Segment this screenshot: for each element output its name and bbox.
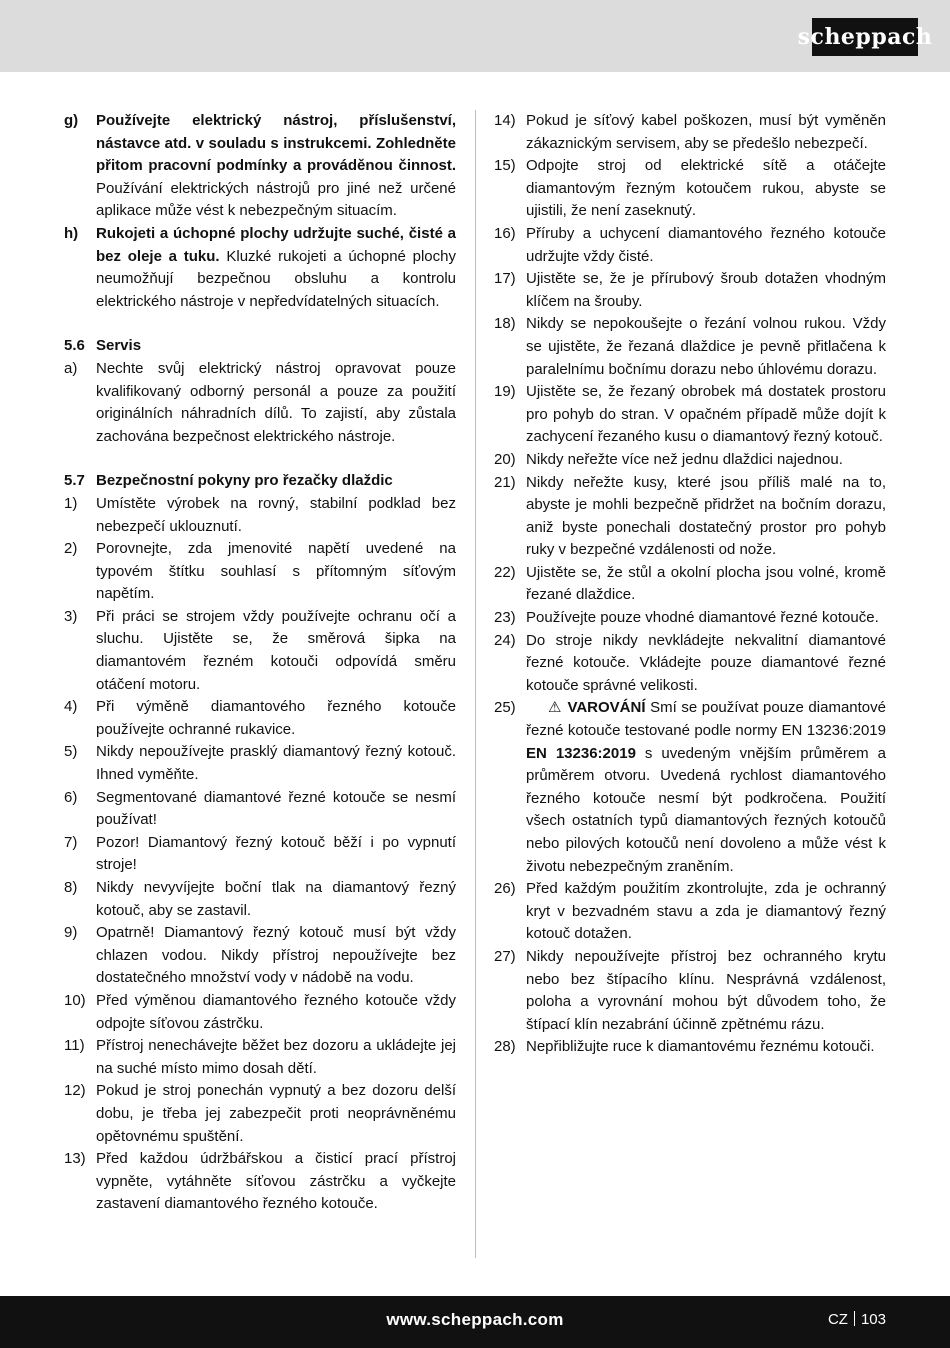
item-number: 14) [494,112,516,129]
item-label: a) [64,359,78,377]
item-text: Ujistěte se, že řezaný obrobek má dostatek prostoru pro pohyb do stran. V opačném případě může dojít k zachycení řezaného kusu o diamantový řezný kotouč. [526,383,886,446]
warning-triangle-icon: ⚠ [548,699,562,717]
warning-label: VAROVÁNÍ [567,699,646,717]
item-number: 2) [64,540,78,558]
item-number: 21) [494,473,516,491]
item-number: 17) [494,270,516,288]
item-text: Umístěte výrobek na rovný, stabilní podklad bez nebezpečí uklouznutí. [96,494,456,535]
item-text: Příruby a uchycení diamantového řezného kotouče udržujte vždy čisté. [526,224,886,265]
language-code: CZ [827,1311,848,1328]
item-number: 7) [64,833,78,851]
item-text: Nechte svůj elektrický nástroj opravovat pouze kvalifikovaný odborný personál a pouze za použití originálních náhradních dílů. To zajistí, aby zůstala zachována bezpečnost elektrického nástroje. [96,359,456,445]
item-number: 6) [64,788,78,806]
item-text: Při výměně diamantového řezného kotouče používejte ochranné rukavice. [96,698,456,738]
item-text: Nikdy nepoužívejte prasklý diamantový řezný kotouč. Ihned vyměňte. [96,743,456,784]
page-indicator [828,1311,886,1328]
item-text: Ujistěte se, že je přírubový šroub dotažen vhodným klíčem na šrouby. [526,270,886,310]
list-item [64,538,456,606]
item-text: Používejte pouze vhodné diamantové řezné kotouče. [526,609,879,627]
left-column [64,110,456,1216]
list-item [494,630,886,698]
list-item [64,741,456,786]
item-text: Nepřibližujte ruce k diamantovému řeznému kotouči. [526,1038,875,1056]
item-number: 10) [64,991,86,1009]
item-text: Nikdy neřežte více než jednu dlaždici najednou. [526,450,843,468]
item-number: 4) [64,698,78,716]
footer-bar [0,1296,950,1348]
right-column [494,110,886,1059]
list-item [64,922,456,990]
list-item [494,313,886,381]
item-number: 22) [494,563,516,581]
list-item [494,1036,886,1059]
list-item [64,1080,456,1148]
item-text: Rukojeti a úchopné plochy udržujte suché, čisté a bez oleje a tuku. Kluzké rukojeti a úchopné plochy neumožňují bezpečnou obsluhu a kontrolu elektrického nástroje v nepředvídatelných situacích. [96,224,456,310]
list-item [494,268,886,313]
list-item-25 [494,697,886,878]
item-number: 13) [64,1150,86,1168]
safety-list-right-continued [494,878,886,1059]
item-text: Při práci se strojem vždy používejte ochranu očí a sluchu. Ujistěte se, že směrová šipka na diamantovém řezném kotouči odpovídá směru otáčení motoru. [96,607,456,693]
section-heading-5-6: 5.6 Servis [64,337,142,355]
list-item [494,562,886,607]
item-text: Před každým použitím zkontrolujte, zda je ochranný kryt v bezvadném stavu a zda je diamantový řezný kotouč dotažen. [526,880,886,943]
item-number: 3) [64,607,78,625]
list-item [64,990,456,1035]
item-number: 23) [494,609,516,627]
item-number: 9) [64,924,78,942]
item-text: Pokud je síťový kabel poškozen, musí být vyměněn zákaznickým servisem, aby se předešlo nebezpečí. [526,112,886,152]
item-number: 1) [64,494,78,512]
item-text: Do stroje nikdy nevkládejte nekvalitní diamantové řezné kotouče. Vkládejte pouze diamantové řezné kotouče správné velikosti. [526,631,886,694]
item-text: ⚠ VAROVÁNÍ Smí se používat pouze diamantové řezné kotouče testované podle normy EN 13236:2019 EN 13236:2019 s uvedeným vnějším průměrem a průměrem otvoru. Uvedená rychlost diamantového řezného kotouče nesmí být podkročena. Použití všech ostatních typů diamantových řezných kotoučů nebo pilových kotoučů není dovoleno a může vést k životu nebezpečným zraněním. [526,699,886,875]
item-text: Nikdy neřežte kusy, které jsou příliš malé na to, abyste je mohli bezpečně přidržet na bočním dorazu, aniž byste ponechali dostatečný prostor pro pohyb ruky v bezpečné vzdálenosti od nože. [526,473,886,559]
item-text: Odpojte stroj od elektrické sítě a otáčejte diamantovým řezným kotoučem rukou, abyste se ujistili, že není zaseknutý. [526,157,886,220]
item-text: Opatrně! Diamantový řezný kotouč musí být vždy chlazen vodou. Nikdy přístroj nepoužívejte bez dostatečného množství vody v nádobě na vodu. [96,924,456,987]
item-text: Před výměnou diamantového řezného kotouče vždy odpojte síťovou zástrčku. [96,991,456,1032]
list-item [494,878,886,946]
item-number: 15) [494,157,516,175]
list-item [494,110,886,155]
list-item [64,1035,456,1080]
item-number: 24) [494,631,516,649]
list-item-h [64,223,456,313]
list-item-a [64,358,456,448]
item-number: 11) [64,1037,85,1055]
item-text: Nikdy se nepokoušejte o řezání volnou rukou. Vždy se ujistěte, že řezaná dlaždice je pevně přitlačena k paralelnímu bočnímu dorazu nebo úhlovému dorazu. [526,315,886,378]
list-item [494,946,886,1036]
item-text: Používejte elektrický nástroj, příslušenství, nástavce atd. v souladu s instrukcemi. Zohledněte přitom pracovní podmínky a prováděnou činnost. Používání elektrických nástrojů pro jiné než určené aplikace může vést k nebezpečným situacím. [96,112,456,220]
section-heading-5-7: 5.7 Bezpečnostní pokyny pro řezačky dlaždic [64,472,393,490]
scheppach-logo: scheppach [812,18,918,56]
item-text: Porovnejte, zda jmenovité napětí uvedené na typovém štítku souhlasí s přítomným síťovým napětím. [96,540,456,603]
item-number: 26) [494,880,516,898]
safety-list-right [494,110,886,697]
item-number: 16) [494,224,516,242]
item-text: Nikdy nepoužívejte přístroj bez ochranného krytu nebo bez štípacího klínu. Nesprávná vzdálenost, poloha a vyrovnání mohou být důvodem toho, že štípací klín nezabrání účinně zpětnému rázu. [526,947,886,1033]
item-number: 25) [494,699,516,717]
list-item [494,223,886,268]
item-number: 8) [64,879,78,896]
list-item [64,1148,456,1216]
website-link[interactable]: www.scheppach.com [386,1310,564,1329]
item-label: g) [64,112,79,129]
list-item [64,493,456,538]
item-text: Pokud je stroj ponechán vypnutý a bez dozoru delší dobu, je třeba jej zabezpečit proti neoprávněnému opětovnému spuštění. [96,1082,456,1145]
item-number: 28) [494,1038,516,1056]
item-number: 20) [494,450,516,468]
list-item [494,155,886,223]
safety-list-left [64,493,456,1216]
page-number: 103 [860,1311,886,1328]
item-text: Nikdy nevyvíjejte boční tlak na diamantový řezný kotouč, aby se zastavil. [96,879,456,919]
list-item [494,449,886,472]
header-bar [0,0,950,72]
list-item [64,606,456,696]
list-item [64,696,456,741]
item-number: 19) [494,383,516,401]
item-text: Přístroj nenechávejte běžet bez dozoru a ukládejte jej na suché místo mimo dosah dětí. [96,1037,456,1077]
item-text: Ujistěte se, že stůl a okolní plocha jsou volné, kromě řezané dlaždice. [526,563,886,604]
item-label: h) [64,224,79,242]
item-text: Pozor! Diamantový řezný kotouč běží i po vypnutí stroje! [96,833,456,874]
list-item [494,381,886,449]
list-item [494,607,886,630]
item-number: 18) [494,315,516,333]
list-item-g [64,110,456,223]
list-item [64,832,456,877]
column-divider [475,110,476,1258]
list-item [64,787,456,832]
list-item [64,877,456,922]
item-text: Před každou údržbářskou a čisticí prací přístroj vypněte, vytáhněte síťovou zástrčku a vyčkejte zastavení diamantového řezného kotouče. [96,1150,456,1213]
item-number: 27) [494,947,516,965]
separator [854,1311,855,1326]
item-text: Segmentované diamantové řezné kotouče se nesmí používat! [96,788,456,829]
item-number: 5) [64,743,78,761]
list-item [494,472,886,562]
item-number: 12) [64,1082,86,1100]
